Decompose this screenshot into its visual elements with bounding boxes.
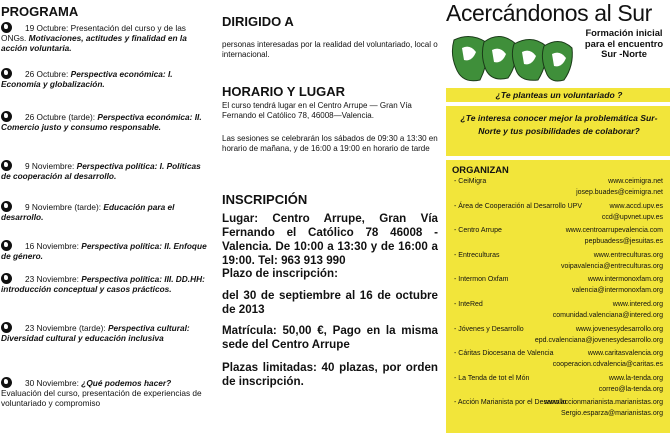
info-column bbox=[222, 0, 440, 433]
inscripcion-title: INSCRIPCIÓN bbox=[222, 192, 308, 207]
organizan-email-link[interactable]: Sergio.esparza@marianistas.org bbox=[560, 410, 663, 418]
organizan-name: - Intermon Oxfam bbox=[454, 276, 509, 284]
organizan-email-link[interactable]: epd.cvalenciana@jovenesydesarrollo.org bbox=[534, 336, 663, 344]
organizan-name: - Cáritas Diocesana de Valencia bbox=[454, 350, 554, 358]
organizan-row bbox=[450, 350, 666, 372]
globe-bullet-icon bbox=[1, 201, 12, 212]
organizan-name: - Centro Arrupe bbox=[454, 227, 502, 235]
organizan-name: - CeiMigra bbox=[454, 178, 487, 185]
globe-bullet-icon bbox=[1, 160, 12, 171]
organizan-website-link[interactable]: www.intermonoxfam.org bbox=[587, 276, 663, 284]
organizan-email-link[interactable]: correo@la-tenda.org bbox=[598, 385, 663, 393]
programa-item bbox=[1, 68, 209, 89]
horario-text-2: Las sesiones se celebrarán los sábados de 09:30 a 13:30 en horario de mañana, y de 16:00 a 19:00 en horario de tarde bbox=[222, 134, 438, 154]
programa-item-date: 30 Noviembre: bbox=[25, 378, 79, 388]
programa-item bbox=[1, 111, 209, 132]
organizan-website-link[interactable]: www.accd.upv.es bbox=[609, 202, 663, 210]
organizan-email-link[interactable]: valencia@intermonoxfam.org bbox=[571, 287, 663, 295]
programa-item bbox=[1, 377, 209, 409]
organizan-row bbox=[450, 252, 666, 274]
inscripcion-plazas: Plazas limitadas: 40 plazas, por orden de inscripción. bbox=[222, 361, 438, 388]
programa-item-topic: Motivaciones, actitudes y finalidad en la acción voluntaria. bbox=[1, 33, 187, 54]
organizan-website-link[interactable]: www.caritasvalencia.org bbox=[587, 350, 663, 358]
programa-item-topic: Perspectiva económica: II. Comercio justo y consumo responsable. bbox=[1, 112, 202, 133]
organizan-name: - La Tenda de tot el Món bbox=[454, 374, 530, 382]
programa-item bbox=[1, 322, 209, 343]
dirigido-text: personas interesadas por la realidad del voluntariado, local o internacional. bbox=[222, 40, 438, 60]
organizan-name: - Área de Cooperación al Desarrollo UPV bbox=[454, 202, 583, 210]
organizan-website-link[interactable]: www.intered.org bbox=[612, 301, 663, 308]
organizan-row bbox=[450, 301, 666, 323]
programa-item-date: 9 Noviembre (tarde): bbox=[25, 202, 102, 212]
organizan-row bbox=[450, 227, 666, 249]
organizan-email-link[interactable]: voipavalencia@entreculturas.org bbox=[560, 262, 663, 270]
programa-item-topic: Perspectiva política: III. DD.HH: introducción conceptual y casos prácticos. bbox=[1, 274, 205, 295]
organizan-row bbox=[450, 399, 666, 421]
cover-lead: Formación inicial para el encuentro Sur -Norte bbox=[584, 27, 664, 59]
cover-question-2: ¿Te interesa conocer mejor la problemática Sur-Norte y tus posibilidades de colaborar? bbox=[460, 113, 658, 136]
dirigido-title: DIRIGIDO A bbox=[222, 14, 294, 29]
programa-item-date: 16 Noviembre: bbox=[25, 241, 79, 251]
programa-item-date: 23 Noviembre: bbox=[25, 274, 79, 284]
organizan-name: - Acción Marianista por el Desarrollo bbox=[454, 399, 567, 407]
programa-title: PROGRAMA bbox=[1, 4, 79, 19]
organizan-row bbox=[450, 276, 666, 298]
globes-logo-icon bbox=[450, 30, 576, 86]
cover-title: Acercándonos al Sur bbox=[446, 0, 652, 26]
organizan-row bbox=[450, 375, 666, 397]
organizan-row bbox=[450, 203, 666, 225]
organizan-website-link[interactable]: www.centroarrupevalencia.com bbox=[565, 227, 663, 235]
organizan-row bbox=[450, 326, 666, 348]
organizan-title: ORGANIZAN bbox=[452, 164, 509, 175]
programa-item bbox=[1, 201, 209, 222]
organizan-website-link[interactable]: www.entreculturas.org bbox=[593, 251, 663, 259]
programa-item-date: 23 Noviembre (tarde): bbox=[25, 323, 106, 333]
inscripcion-matricula: Matrícula: 50,00 €, Pago en la misma sede del Centro Arrupe bbox=[222, 324, 438, 351]
globe-bullet-icon bbox=[1, 111, 12, 122]
programa-item-topic: Perspectiva política: II. Enfoque de género. bbox=[1, 241, 207, 262]
horario-title: HORARIO Y LUGAR bbox=[222, 84, 346, 99]
globe-bullet-icon bbox=[1, 22, 12, 33]
organizan-panel bbox=[446, 160, 670, 433]
programa-column bbox=[0, 0, 212, 433]
horario-text-1: El curso tendrá lugar en el Centro Arrupe — Gran Vía Fernando el Católico 78, 46008—Valencia. bbox=[222, 101, 412, 121]
organizan-row bbox=[450, 178, 666, 200]
organizan-email-link[interactable]: ccd@upvnet.upv.es bbox=[601, 213, 663, 221]
inscripcion-plazo-label: Plazo de inscripción: bbox=[222, 267, 338, 280]
organizan-website-link[interactable]: www.ceimigra.net bbox=[608, 178, 663, 185]
organizan-website-link[interactable]: www.jovenesydesarrollo.org bbox=[575, 325, 663, 333]
globe-bullet-icon bbox=[1, 273, 12, 284]
programa-item-topic: Perspectiva cultural: Diversidad cultural y educación inclusiva bbox=[1, 323, 190, 344]
organizan-email-link[interactable]: josep.buades@ceimigra.net bbox=[576, 189, 663, 196]
organizan-email-link[interactable]: comunidad.valenciana@intered.org bbox=[552, 312, 663, 319]
organizan-email-link[interactable]: cooperacion.cdvalencia@caritas.es bbox=[552, 361, 663, 369]
organizan-email-link[interactable]: pepbuadess@jesuitas.es bbox=[584, 238, 663, 246]
programa-item-date: 9 Noviembre: bbox=[25, 161, 75, 171]
programa-item bbox=[1, 240, 209, 261]
organizan-name: - Entreculturas bbox=[454, 251, 500, 259]
globe-bullet-icon bbox=[1, 322, 12, 333]
organizan-name: - InteRed bbox=[454, 301, 483, 308]
inscripcion-lugar: Lugar: Centro Arrupe, Gran Vía Fernando el Católico 78 46008 - Valencia. De 10:00 a 13:30 y de 16:00 a 19:00. Tel: 963 913 990 bbox=[222, 212, 438, 267]
programa-item-detail: Evaluación del curso, presentación de experiencias de voluntariado y compromiso bbox=[1, 388, 202, 409]
cover-question-1: ¿Te planteas un voluntariado ? bbox=[495, 90, 623, 100]
programa-item bbox=[1, 160, 209, 181]
programa-item-date: 26 Octubre: bbox=[25, 69, 69, 79]
globe-bullet-icon bbox=[1, 68, 12, 79]
programa-item-topic: Perspectiva económica: I. Economía y globalización. bbox=[1, 69, 173, 90]
programa-item-date: 26 Octubre (tarde): bbox=[25, 112, 96, 122]
programa-item-topic: Perspectiva política: I. Políticas de cooperación al desarrollo. bbox=[1, 161, 201, 182]
organizan-name: - Jóvenes y Desarrollo bbox=[454, 325, 524, 333]
organizan-website-link[interactable]: www.la-tenda.org bbox=[608, 374, 663, 382]
inscripcion-plazo: del 30 de septiembre al 16 de octubre de 2013 bbox=[222, 289, 438, 316]
programa-item-date: 19 Octubre: Presentación del curso y de las ONGs. bbox=[1, 23, 186, 44]
programa-item bbox=[1, 273, 209, 294]
globe-bullet-icon bbox=[1, 377, 12, 388]
programa-item bbox=[1, 22, 209, 54]
organizan-website-link[interactable]: www.accionmarianista.marianistas.org bbox=[543, 399, 663, 407]
programa-item-topic: ¿Qué podemos hacer? bbox=[81, 378, 172, 388]
cover-column bbox=[446, 0, 670, 433]
programa-item-topic: Educación para el desarrollo. bbox=[1, 202, 175, 223]
globe-bullet-icon bbox=[1, 240, 12, 251]
